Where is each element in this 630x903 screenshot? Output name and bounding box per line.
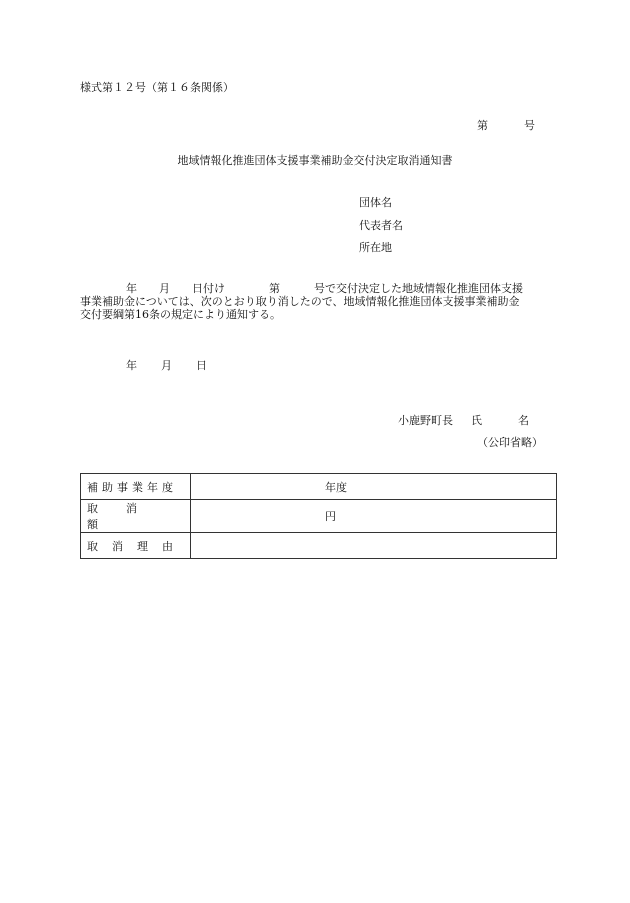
- issuer-shi: 氏: [471, 414, 482, 427]
- address-label: 所在地: [359, 241, 392, 254]
- row-label-cancel-amount: 取消額: [81, 500, 191, 533]
- body-text: [80, 282, 550, 321]
- body-line-3: 交付要綱第16条の規定により通知する。: [80, 308, 281, 321]
- subsidy-info-table: [80, 473, 557, 559]
- date-year: 年: [126, 359, 137, 372]
- document-title: 地域情報化推進団体支援事業補助金交付決定取消通知書: [177, 154, 453, 167]
- body-dai: 第: [269, 282, 280, 295]
- row-label-cancel-reason: 取消理由: [81, 533, 191, 559]
- organization-name-label: 団体名: [359, 196, 392, 209]
- representative-name-label: 代表者名: [359, 219, 403, 232]
- body-line-2: 事業補助金については、次のとおり取り消したので、地域情報化推進団体支援事業補助金: [80, 295, 520, 308]
- body-line1-tail: 号で交付決定した地域情報化推進団体支援: [314, 282, 523, 295]
- issue-date: [126, 359, 207, 373]
- doc-number-label: 第: [477, 119, 488, 132]
- body-line-1: [80, 282, 550, 295]
- body-month: 月: [159, 282, 170, 295]
- issuer-title: 小鹿野町長: [398, 414, 453, 427]
- date-day: 日: [196, 359, 207, 372]
- issuer: [398, 414, 529, 428]
- row-value-fiscal-year: 年度: [191, 474, 557, 500]
- issuer-mei: 名: [518, 414, 529, 427]
- seal-omitted-note: （公印省略）: [477, 436, 543, 449]
- table-row: [81, 500, 557, 533]
- row-value-cancel-reason: [191, 533, 557, 559]
- table-row: [81, 533, 557, 559]
- body-day-given: 日付け: [192, 282, 225, 295]
- body-year: 年: [126, 282, 137, 295]
- row-label-fiscal-year: 補助事業年度: [81, 474, 191, 500]
- form-number: 様式第１２号（第１６条関係）: [80, 81, 234, 94]
- doc-number-suffix: 号: [524, 119, 535, 132]
- date-month: 月: [161, 359, 172, 372]
- row-value-cancel-amount: 円: [191, 500, 557, 533]
- table-row: [81, 474, 557, 500]
